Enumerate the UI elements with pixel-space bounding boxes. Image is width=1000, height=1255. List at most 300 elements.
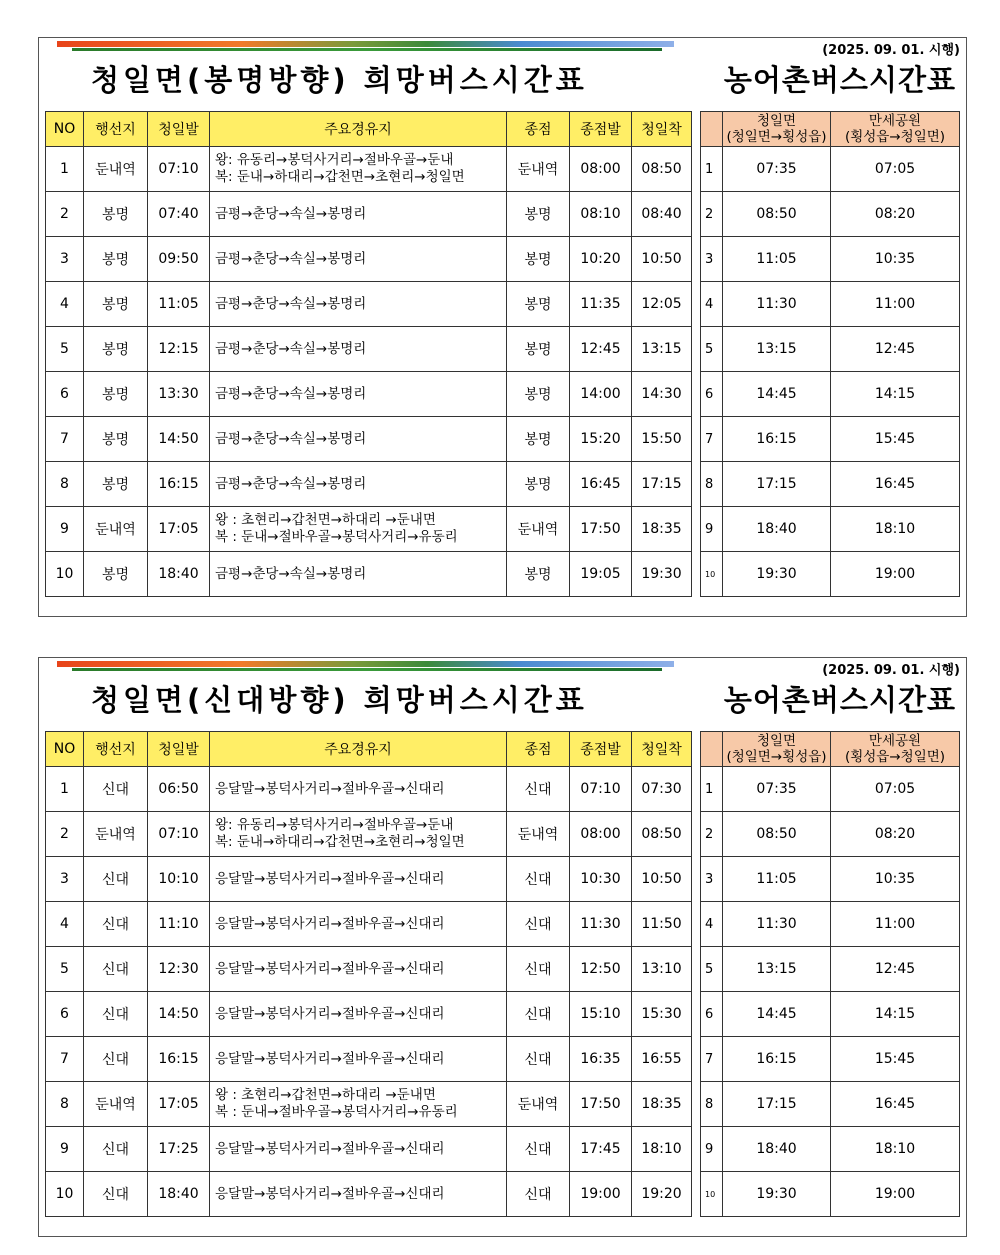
side-row-to-cheongil: 12:45: [831, 947, 960, 992]
row-destination: 봉명: [84, 372, 148, 417]
header-destination: 행선지: [84, 112, 148, 147]
row-depart-time: 14:50: [148, 992, 210, 1037]
row-terminal: 봉명: [507, 462, 570, 507]
row-depart-time: 17:05: [148, 1082, 210, 1127]
side-header-row: [701, 112, 960, 147]
rural-bus-table: [700, 111, 960, 597]
row-depart-time: 18:40: [148, 1172, 210, 1217]
table-row: [46, 857, 692, 902]
row-destination: 신대: [84, 1037, 148, 1082]
route-line: 응달말→봉덕사거리→절바우골→신대리: [215, 1050, 445, 1067]
row-arrive-time: 11:50: [632, 902, 692, 947]
route-line: 금평→춘당→속실→봉명리: [215, 205, 367, 222]
side-row-no: 7: [701, 1037, 723, 1082]
row-arrive-time: 19:20: [632, 1172, 692, 1217]
row-terminal-depart: 08:00: [570, 812, 632, 857]
row-destination: 둔내역: [84, 507, 148, 552]
side-row-to-town: 11:05: [723, 237, 831, 282]
row-terminal: 신대: [507, 902, 570, 947]
row-terminal: 둔내역: [507, 1082, 570, 1127]
side-row-to-cheongil: 18:10: [831, 1127, 960, 1172]
route-line: 응달말→봉덕사거리→절바우골→신대리: [215, 915, 445, 932]
row-destination: 봉명: [84, 552, 148, 597]
side-row-to-town: 19:30: [723, 552, 831, 597]
row-depart-time: 17:05: [148, 507, 210, 552]
table-row: [46, 812, 692, 857]
row-terminal-depart: 17:50: [570, 1082, 632, 1127]
row-destination: 신대: [84, 992, 148, 1037]
row-route: [210, 947, 507, 992]
panel-title: 청일면(신대방향) 희망버스시간표: [91, 683, 588, 717]
side-row-to-cheongil: 11:00: [831, 282, 960, 327]
table-header-row: [46, 732, 692, 767]
side-title: 농어촌버스시간표: [723, 63, 956, 97]
route-line: 금평→춘당→속실→봉명리: [215, 250, 367, 267]
side-table-row: [701, 857, 960, 902]
route-line: 금평→춘당→속실→봉명리: [215, 385, 367, 402]
row-depart-time: 14:50: [148, 417, 210, 462]
header-terminal: 종점: [507, 732, 570, 767]
row-no: 5: [46, 327, 84, 372]
side-row-no: 2: [701, 192, 723, 237]
side-row-to-cheongil: 12:45: [831, 327, 960, 372]
row-depart-time: 12:30: [148, 947, 210, 992]
row-no: 6: [46, 372, 84, 417]
row-terminal: 봉명: [507, 327, 570, 372]
side-row-no: 1: [701, 767, 723, 812]
side-header-no: [701, 732, 723, 767]
row-depart-time: 17:25: [148, 1127, 210, 1172]
row-terminal: 봉명: [507, 192, 570, 237]
row-arrive-time: 08:50: [632, 147, 692, 192]
route-line: 복: 둔내→하대리→갑천면→초현리→청일면: [215, 834, 465, 850]
route-line: 금평→춘당→속실→봉명리: [215, 430, 367, 447]
side-table-row: [701, 372, 960, 417]
effective-date: (2025. 09. 01. 시행): [822, 43, 960, 58]
side-table-row: [701, 902, 960, 947]
route-line: 왕: 유동리→봉덕사거리→절바우골→둔내: [215, 817, 454, 833]
row-terminal-depart: 17:50: [570, 507, 632, 552]
row-arrive-time: 13:10: [632, 947, 692, 992]
table-row: [46, 1082, 692, 1127]
hope-bus-table: [45, 731, 692, 1217]
header-route: 주요경유지: [210, 112, 507, 147]
row-no: 2: [46, 192, 84, 237]
table-row: [46, 1037, 692, 1082]
header-depart: 청일발: [148, 112, 210, 147]
row-terminal-depart: 11:30: [570, 902, 632, 947]
side-table-row: [701, 992, 960, 1037]
row-arrive-time: 10:50: [632, 237, 692, 282]
row-terminal: 신대: [507, 992, 570, 1037]
row-arrive-time: 15:30: [632, 992, 692, 1037]
side-table-row: [701, 812, 960, 857]
side-row-to-town: 11:30: [723, 282, 831, 327]
route-line: 응달말→봉덕사거리→절바우골→신대리: [215, 1185, 445, 1202]
header-no: NO: [46, 732, 84, 767]
row-terminal: 봉명: [507, 417, 570, 462]
row-no: 7: [46, 417, 84, 462]
row-depart-time: 09:50: [148, 237, 210, 282]
header-arrive: 청일착: [632, 732, 692, 767]
row-no: 10: [46, 1172, 84, 1217]
row-terminal: 신대: [507, 767, 570, 812]
table-row: [46, 992, 692, 1037]
row-terminal-depart: 19:00: [570, 1172, 632, 1217]
row-depart-time: 07:40: [148, 192, 210, 237]
row-terminal: 둔내역: [507, 812, 570, 857]
row-destination: 신대: [84, 947, 148, 992]
row-terminal-depart: 16:45: [570, 462, 632, 507]
side-row-no: 8: [701, 1082, 723, 1127]
table-row: [46, 507, 692, 552]
row-arrive-time: 16:55: [632, 1037, 692, 1082]
row-destination: 봉명: [84, 192, 148, 237]
route-line: 응달말→봉덕사거리→절바우골→신대리: [215, 780, 445, 797]
row-terminal: 봉명: [507, 372, 570, 417]
side-row-to-town: 16:15: [723, 1037, 831, 1082]
side-title: 농어촌버스시간표: [723, 683, 956, 717]
side-row-to-cheongil: 11:00: [831, 902, 960, 947]
side-header-manse-park: 만세공원 (횡성읍→청일면): [831, 112, 960, 147]
side-row-to-town: 08:50: [723, 192, 831, 237]
table-row: [46, 372, 692, 417]
row-no: 10: [46, 552, 84, 597]
row-arrive-time: 12:05: [632, 282, 692, 327]
row-destination: 신대: [84, 902, 148, 947]
row-arrive-time: 10:50: [632, 857, 692, 902]
row-arrive-time: 08:40: [632, 192, 692, 237]
side-row-to-cheongil: 18:10: [831, 507, 960, 552]
row-terminal: 신대: [507, 857, 570, 902]
row-route: [210, 1082, 507, 1127]
side-row-to-cheongil: 16:45: [831, 462, 960, 507]
side-header-row: [701, 732, 960, 767]
route-line: 왕 : 초현리→갑천면→하대리 →둔내면: [215, 512, 436, 528]
row-destination: 둔내역: [84, 147, 148, 192]
side-header-cheongil: 청일면 (청일면→횡성읍): [723, 732, 831, 767]
row-route: [210, 902, 507, 947]
row-depart-time: 16:15: [148, 1037, 210, 1082]
row-route: [210, 282, 507, 327]
side-row-no: 3: [701, 237, 723, 282]
route-line: 금평→춘당→속실→봉명리: [215, 475, 367, 492]
side-row-to-town: 13:15: [723, 327, 831, 372]
row-route: [210, 1127, 507, 1172]
row-arrive-time: 13:15: [632, 327, 692, 372]
side-row-no: 4: [701, 902, 723, 947]
row-depart-time: 18:40: [148, 552, 210, 597]
side-table-row: [701, 552, 960, 597]
row-terminal-depart: 17:45: [570, 1127, 632, 1172]
row-depart-time: 07:10: [148, 147, 210, 192]
row-route: [210, 857, 507, 902]
side-row-to-cheongil: 14:15: [831, 992, 960, 1037]
table-row: [46, 552, 692, 597]
table-row: [46, 417, 692, 462]
side-row-to-cheongil: 16:45: [831, 1082, 960, 1127]
side-row-to-cheongil: 19:00: [831, 1172, 960, 1217]
table-row: [46, 237, 692, 282]
row-no: 3: [46, 237, 84, 282]
route-line: 왕: 유동리→봉덕사거리→절바우골→둔내: [215, 152, 454, 168]
route-line: 복: 둔내→하대리→갑천면→초현리→청일면: [215, 169, 465, 185]
row-terminal-depart: 08:00: [570, 147, 632, 192]
row-terminal-depart: 12:50: [570, 947, 632, 992]
side-row-to-town: 16:15: [723, 417, 831, 462]
header-destination: 행선지: [84, 732, 148, 767]
row-destination: 봉명: [84, 237, 148, 282]
row-destination: 봉명: [84, 462, 148, 507]
row-no: 8: [46, 1082, 84, 1127]
header-terminal-depart: 종점발: [570, 732, 632, 767]
row-no: 3: [46, 857, 84, 902]
table-row: [46, 902, 692, 947]
row-depart-time: 06:50: [148, 767, 210, 812]
row-no: 1: [46, 147, 84, 192]
row-depart-time: 16:15: [148, 462, 210, 507]
row-no: 9: [46, 507, 84, 552]
row-depart-time: 11:05: [148, 282, 210, 327]
side-row-to-town: 17:15: [723, 462, 831, 507]
side-row-to-cheongil: 10:35: [831, 237, 960, 282]
row-arrive-time: 19:30: [632, 552, 692, 597]
side-row-to-town: 14:45: [723, 992, 831, 1037]
table-row: [46, 1127, 692, 1172]
row-route: [210, 1172, 507, 1217]
side-table-row: [701, 327, 960, 372]
route-line: 금평→춘당→속실→봉명리: [215, 565, 367, 582]
row-depart-time: 12:15: [148, 327, 210, 372]
row-route: [210, 992, 507, 1037]
row-route: [210, 462, 507, 507]
side-row-no: 3: [701, 857, 723, 902]
row-terminal: 신대: [507, 947, 570, 992]
side-row-to-town: 19:30: [723, 1172, 831, 1217]
side-table-row: [701, 1082, 960, 1127]
side-table-row: [701, 417, 960, 462]
side-row-to-town: 18:40: [723, 507, 831, 552]
row-destination: 둔내역: [84, 812, 148, 857]
row-destination: 봉명: [84, 327, 148, 372]
side-row-no: 10: [701, 552, 723, 597]
side-row-no: 2: [701, 812, 723, 857]
side-table-row: [701, 282, 960, 327]
row-depart-time: 13:30: [148, 372, 210, 417]
row-no: 6: [46, 992, 84, 1037]
side-table-row: [701, 147, 960, 192]
row-terminal-depart: 08:10: [570, 192, 632, 237]
side-table-row: [701, 947, 960, 992]
table-row: [46, 192, 692, 237]
header-depart: 청일발: [148, 732, 210, 767]
side-row-to-cheongil: 15:45: [831, 1037, 960, 1082]
route-line: 왕 : 초현리→갑천면→하대리 →둔내면: [215, 1087, 436, 1103]
table-row: [46, 327, 692, 372]
row-terminal: 신대: [507, 1172, 570, 1217]
route-line: 금평→춘당→속실→봉명리: [215, 295, 367, 312]
side-header-manse-park: 만세공원 (횡성읍→청일면): [831, 732, 960, 767]
side-row-no: 10: [701, 1172, 723, 1217]
row-no: 4: [46, 282, 84, 327]
side-row-no: 5: [701, 327, 723, 372]
side-header-no: [701, 112, 723, 147]
row-terminal-depart: 16:35: [570, 1037, 632, 1082]
row-route: [210, 552, 507, 597]
row-terminal-depart: 12:45: [570, 327, 632, 372]
row-arrive-time: 18:35: [632, 1082, 692, 1127]
row-destination: 신대: [84, 1172, 148, 1217]
row-route: [210, 147, 507, 192]
side-row-to-cheongil: 15:45: [831, 417, 960, 462]
row-route: [210, 1037, 507, 1082]
row-destination: 신대: [84, 857, 148, 902]
side-row-to-cheongil: 08:20: [831, 812, 960, 857]
row-depart-time: 10:10: [148, 857, 210, 902]
row-route: [210, 767, 507, 812]
row-arrive-time: 15:50: [632, 417, 692, 462]
side-table-row: [701, 1127, 960, 1172]
side-row-no: 6: [701, 372, 723, 417]
side-table-row: [701, 237, 960, 282]
row-depart-time: 11:10: [148, 902, 210, 947]
side-row-no: 9: [701, 1127, 723, 1172]
table-row: [46, 1172, 692, 1217]
header-arrive: 청일착: [632, 112, 692, 147]
row-terminal-depart: 11:35: [570, 282, 632, 327]
row-terminal: 봉명: [507, 282, 570, 327]
row-arrive-time: 08:50: [632, 812, 692, 857]
route-line: 복 : 둔내→절바우골→봉덕사거리→유동리: [215, 1104, 458, 1120]
route-line: 응달말→봉덕사거리→절바우골→신대리: [215, 1140, 445, 1157]
side-row-to-cheongil: 14:15: [831, 372, 960, 417]
row-terminal-depart: 10:20: [570, 237, 632, 282]
table-row: [46, 282, 692, 327]
side-row-to-town: 11:05: [723, 857, 831, 902]
table-row: [46, 767, 692, 812]
side-row-no: 1: [701, 147, 723, 192]
row-terminal-depart: 10:30: [570, 857, 632, 902]
row-terminal: 신대: [507, 1127, 570, 1172]
side-row-to-cheongil: 10:35: [831, 857, 960, 902]
side-row-to-town: 13:15: [723, 947, 831, 992]
row-route: [210, 507, 507, 552]
effective-date: (2025. 09. 01. 시행): [822, 663, 960, 678]
row-route: [210, 417, 507, 462]
route-line: 복 : 둔내→절바우골→봉덕사거리→유동리: [215, 529, 458, 545]
side-row-to-town: 18:40: [723, 1127, 831, 1172]
row-terminal: 봉명: [507, 552, 570, 597]
row-no: 7: [46, 1037, 84, 1082]
table-row: [46, 947, 692, 992]
side-row-to-town: 07:35: [723, 147, 831, 192]
row-depart-time: 07:10: [148, 812, 210, 857]
row-destination: 신대: [84, 767, 148, 812]
row-destination: 봉명: [84, 282, 148, 327]
row-terminal: 봉명: [507, 237, 570, 282]
route-line: 응달말→봉덕사거리→절바우골→신대리: [215, 1005, 445, 1022]
side-table-row: [701, 192, 960, 237]
side-row-no: 5: [701, 947, 723, 992]
row-arrive-time: 18:35: [632, 507, 692, 552]
side-header-cheongil: 청일면 (청일면→횡성읍): [723, 112, 831, 147]
header-terminal-depart: 종점발: [570, 112, 632, 147]
header-no: NO: [46, 112, 84, 147]
row-arrive-time: 07:30: [632, 767, 692, 812]
row-terminal: 둔내역: [507, 147, 570, 192]
side-row-to-town: 08:50: [723, 812, 831, 857]
side-row-to-town: 17:15: [723, 1082, 831, 1127]
table-header-row: [46, 112, 692, 147]
hope-bus-table: [45, 111, 692, 597]
row-terminal-depart: 15:10: [570, 992, 632, 1037]
row-arrive-time: 14:30: [632, 372, 692, 417]
route-line: 응달말→봉덕사거리→절바우골→신대리: [215, 960, 445, 977]
side-table-row: [701, 462, 960, 507]
row-destination: 봉명: [84, 417, 148, 462]
row-route: [210, 192, 507, 237]
side-row-to-town: 07:35: [723, 767, 831, 812]
side-row-to-cheongil: 07:05: [831, 147, 960, 192]
decorative-stripes: [57, 661, 674, 672]
row-no: 8: [46, 462, 84, 507]
row-route: [210, 327, 507, 372]
side-row-no: 6: [701, 992, 723, 1037]
timetable-panel-bongmyeong: [38, 37, 967, 617]
row-destination: 둔내역: [84, 1082, 148, 1127]
row-terminal-depart: 15:20: [570, 417, 632, 462]
row-no: 4: [46, 902, 84, 947]
header-route: 주요경유지: [210, 732, 507, 767]
row-terminal-depart: 19:05: [570, 552, 632, 597]
row-arrive-time: 18:10: [632, 1127, 692, 1172]
side-row-no: 8: [701, 462, 723, 507]
side-table-row: [701, 1172, 960, 1217]
row-terminal-depart: 07:10: [570, 767, 632, 812]
route-line: 금평→춘당→속실→봉명리: [215, 340, 367, 357]
row-no: 5: [46, 947, 84, 992]
row-terminal: 둔내역: [507, 507, 570, 552]
panel-title: 청일면(봉명방향) 희망버스시간표: [91, 63, 588, 97]
side-row-no: 9: [701, 507, 723, 552]
side-row-to-town: 14:45: [723, 372, 831, 417]
row-destination: 신대: [84, 1127, 148, 1172]
row-route: [210, 237, 507, 282]
table-row: [46, 147, 692, 192]
side-table-row: [701, 767, 960, 812]
side-table-row: [701, 507, 960, 552]
row-route: [210, 372, 507, 417]
timetable-panel-sindae: [38, 657, 967, 1237]
side-row-to-cheongil: 08:20: [831, 192, 960, 237]
side-row-to-town: 11:30: [723, 902, 831, 947]
row-terminal: 신대: [507, 1037, 570, 1082]
side-row-no: 7: [701, 417, 723, 462]
side-row-to-cheongil: 07:05: [831, 767, 960, 812]
side-row-to-cheongil: 19:00: [831, 552, 960, 597]
header-terminal: 종점: [507, 112, 570, 147]
row-no: 1: [46, 767, 84, 812]
row-arrive-time: 17:15: [632, 462, 692, 507]
side-table-row: [701, 1037, 960, 1082]
decorative-stripes: [57, 41, 674, 52]
row-no: 2: [46, 812, 84, 857]
side-row-no: 4: [701, 282, 723, 327]
row-route: [210, 812, 507, 857]
route-line: 응달말→봉덕사거리→절바우골→신대리: [215, 870, 445, 887]
table-row: [46, 462, 692, 507]
row-no: 9: [46, 1127, 84, 1172]
